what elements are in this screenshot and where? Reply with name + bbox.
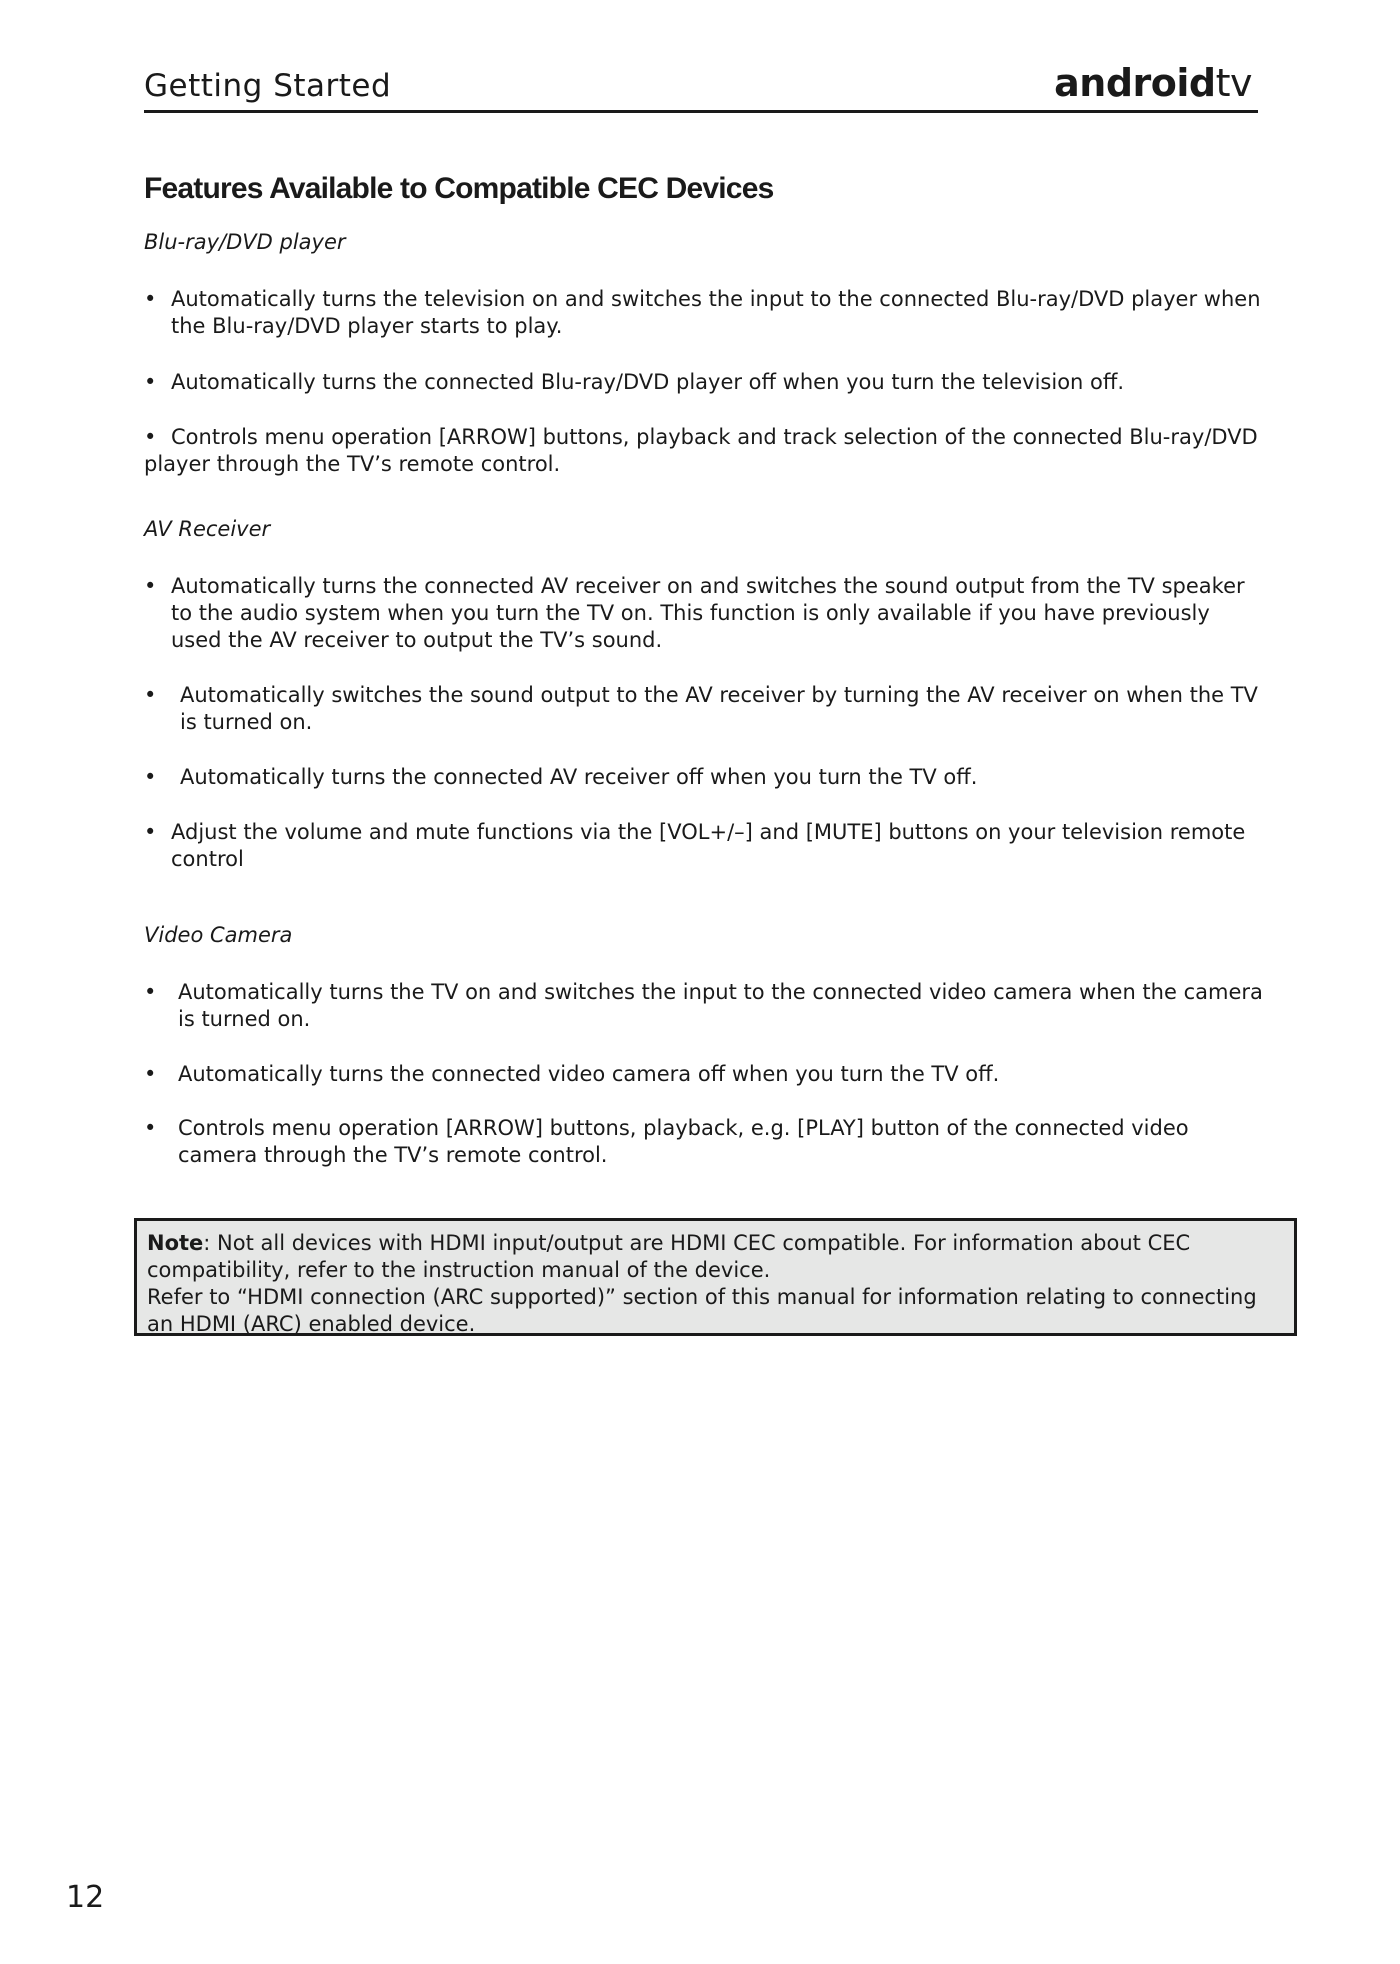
list-item <box>144 764 1264 791</box>
list-item <box>144 424 1264 478</box>
subheading-video-camera: Video Camera <box>144 923 293 947</box>
main-heading: Features Available to Compatible CEC Devices <box>144 172 774 205</box>
bullet-icon: • <box>144 683 157 707</box>
list-item <box>144 573 1264 654</box>
section-title: Getting Started <box>144 68 392 104</box>
list-item-text: Automatically turns the TV on and switches the input to the connected video camera when the camera is turned on. <box>178 980 1263 1031</box>
list-item-text: Automatically turns the connected video camera off when you turn the TV off. <box>178 1062 1000 1086</box>
list-item-text: Automatically turns the connected Blu-ray/DVD player off when you turn the television off. <box>171 370 1125 394</box>
list-item-text: Automatically turns the connected AV receiver off when you turn the TV off. <box>180 765 978 789</box>
note-line-1 <box>147 1230 1284 1284</box>
bullet-icon: • <box>144 370 157 394</box>
page-header <box>144 58 1258 113</box>
logo-tv-text: tv <box>1215 61 1252 105</box>
list-item <box>144 1061 1264 1088</box>
bullet-icon: • <box>144 574 157 598</box>
bullet-icon: • <box>144 820 157 844</box>
list-item <box>144 286 1264 340</box>
logo-android-text: android <box>1054 61 1216 105</box>
list-item-text: Automatically switches the sound output to the AV receiver by turning the AV receiver on when the TV is turned on. <box>180 683 1258 734</box>
android-tv-logo <box>1054 61 1252 105</box>
note-text-1: : Not all devices with HDMI input/output are HDMI CEC compatible. For information about CEC compatibility, refer to the instruction manual of the device. <box>147 1231 1191 1282</box>
list-item-text: Automatically turns the television on and switches the input to the connected Blu-ray/DVD player when the Blu-ray/DVD player starts to play. <box>171 287 1261 338</box>
list-item-text: Adjust the volume and mute functions via the [VOL+/–] and [MUTE] buttons on your television remote control <box>171 820 1246 871</box>
subheading-bluray: Blu-ray/DVD player <box>144 230 346 254</box>
subheading-av-receiver: AV Receiver <box>144 517 271 541</box>
note-text-2: Refer to “HDMI connection (ARC supported)” section of this manual for information relating to connecting an HDMI (ARC) enabled device. <box>147 1285 1257 1336</box>
list-item <box>144 1115 1264 1169</box>
bullet-icon: • <box>144 1116 157 1140</box>
bullet-icon: • <box>144 1062 157 1086</box>
bullet-icon: • <box>144 287 157 311</box>
list-item <box>144 819 1264 873</box>
bullet-icon: • <box>144 765 157 789</box>
bullet-icon: • <box>144 980 157 1004</box>
list-item-text: Controls menu operation [ARROW] buttons, playback, e.g. [PLAY] button of the connected video camera through the TV’s remote control. <box>178 1116 1189 1167</box>
page-number: 12 <box>66 1880 105 1915</box>
note-label: Note <box>147 1231 204 1255</box>
list-item-text: Automatically turns the connected AV receiver on and switches the sound output from the TV speaker to the audio system when you turn the TV on. This function is only available if you have previously used the AV receiver to output the TV’s sound. <box>171 574 1245 652</box>
list-item <box>144 682 1264 736</box>
note-box <box>134 1218 1297 1336</box>
list-item-text: Controls menu operation [ARROW] buttons, playback and track selection of the connected Blu-ray/DVD player through the TV’s remote control. <box>144 425 1258 476</box>
list-item <box>144 369 1264 396</box>
list-item <box>144 979 1264 1033</box>
bullet-icon: • <box>144 425 157 449</box>
